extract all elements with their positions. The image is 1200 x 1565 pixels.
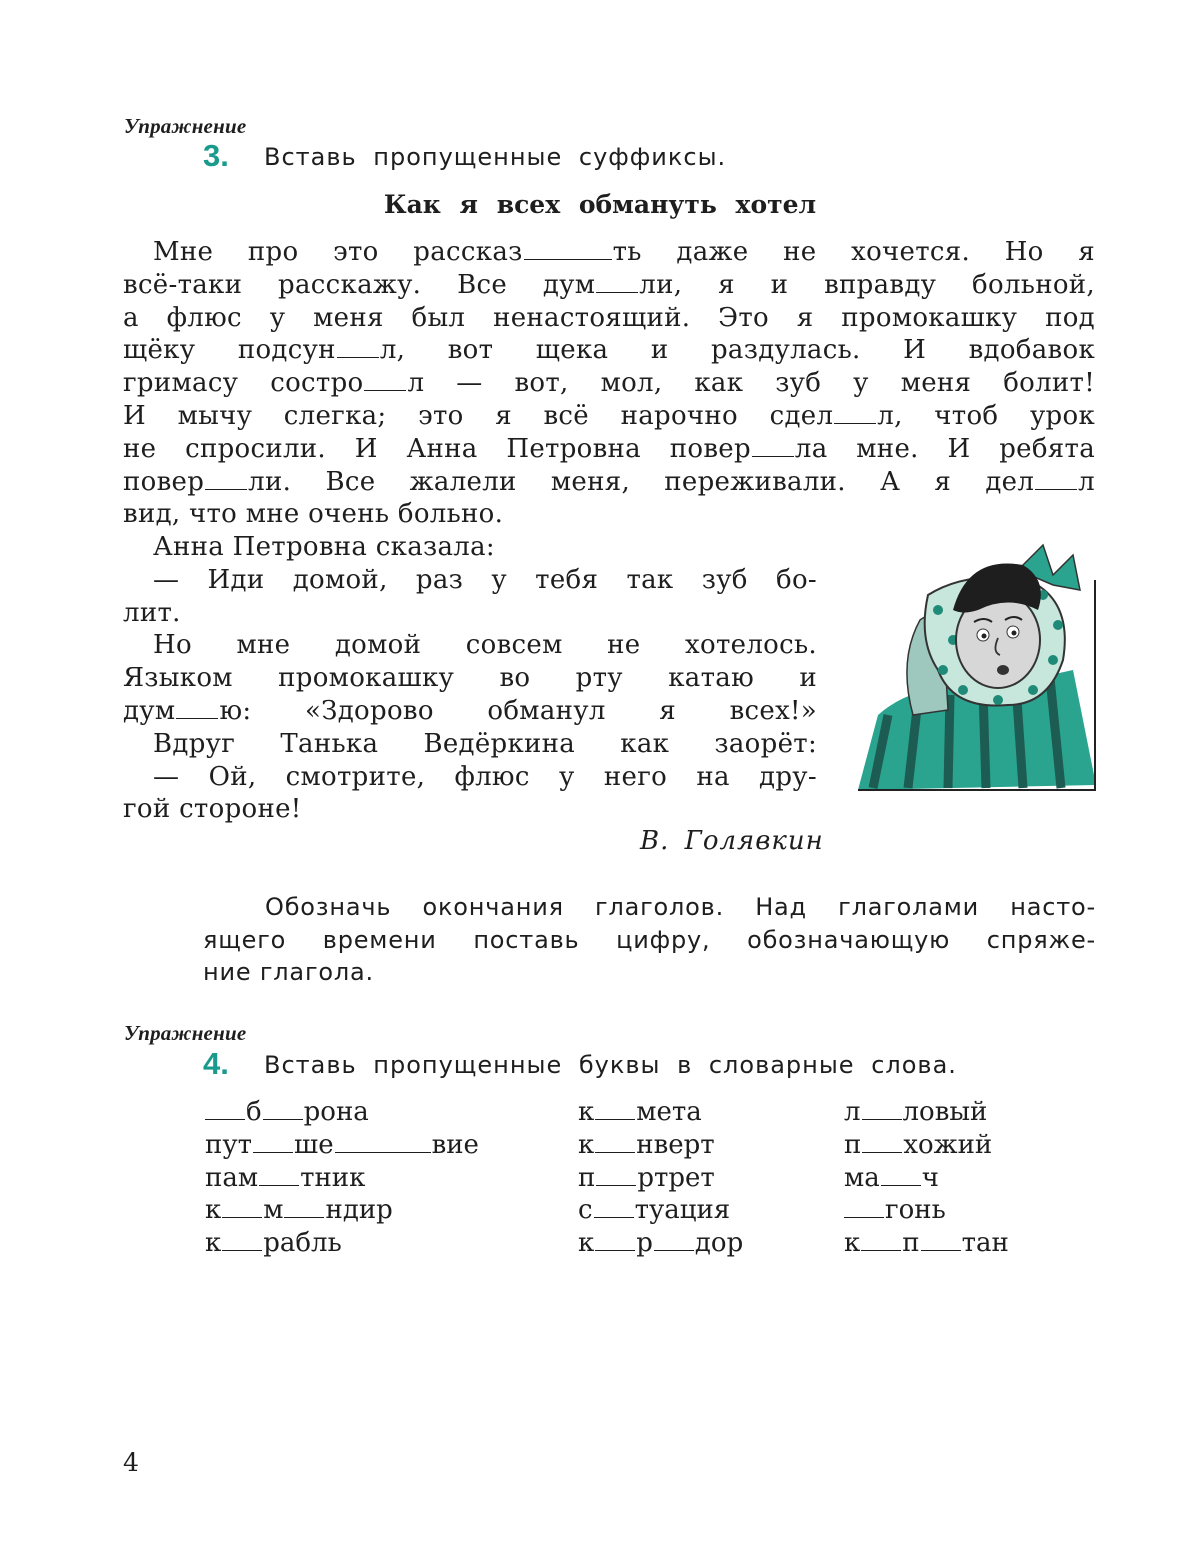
blank-letter[interactable] (861, 1249, 901, 1251)
story-line: И мычу слегка; это я всё нарочно сдел л, чтоб урок (123, 400, 1095, 431)
story-line: не спросили. И Анна Петровна повер ла мне. И ребята (123, 433, 1095, 464)
blank-letter[interactable] (921, 1249, 961, 1251)
blank-letter[interactable] (654, 1249, 694, 1251)
task-line: Обозначь окончания глаголов. Над глаголами насто- (265, 893, 1096, 921)
blank-letter[interactable] (205, 1118, 245, 1120)
blank-letter[interactable] (284, 1216, 324, 1218)
blank-letter[interactable] (844, 1216, 884, 1218)
blank-suffix[interactable] (834, 422, 876, 424)
story-line: дум ю: «Здорово обманул я всех!» (123, 695, 817, 726)
dictionary-word: пам тник (205, 1162, 366, 1193)
story-line: гримасу состро л — вот, мол, как зуб у меня болит! (123, 368, 1095, 399)
story-line: Анна Петровна сказала: (153, 532, 495, 562)
story-line: всё-таки расскажу. Все дум ли, я и вправду больной, (123, 269, 1096, 300)
blank-letter[interactable] (222, 1249, 262, 1251)
exercise-4-number: 4. (203, 1046, 229, 1081)
blank-suffix[interactable] (364, 389, 406, 391)
story-line: Но мне домой совсем не хотелось. (153, 630, 817, 661)
story-line: — Ой, смотрите, флюс у него на дру- (153, 761, 817, 792)
blank-letter[interactable] (595, 1151, 635, 1153)
blank-suffix[interactable] (752, 455, 794, 457)
blank-letter[interactable] (862, 1151, 902, 1153)
blank-suffix[interactable] (524, 258, 612, 260)
story-line: повер ли. Все жалели меня, переживали. А я дел л (123, 466, 1095, 497)
story-title: Как я всех обмануть хотел (383, 190, 817, 219)
story-dialog (123, 531, 817, 826)
exercise-4-instruction: Вставь пропущенные буквы в словарные слова. (264, 1051, 957, 1079)
blank-letter[interactable] (594, 1216, 634, 1218)
dictionary-word: к нверт (578, 1129, 715, 1160)
exercise-3-label: Упражнение (124, 114, 247, 138)
word-column-1 (205, 1096, 479, 1260)
blank-letter[interactable] (253, 1151, 293, 1153)
dictionary-word: пут ше вие (205, 1129, 479, 1160)
blank-suffix[interactable] (176, 717, 218, 719)
blank-letter[interactable] (595, 1249, 635, 1251)
blank-suffix[interactable] (596, 291, 638, 293)
dictionary-word: к м ндир (205, 1195, 393, 1226)
story-line: щёку подсун л, вот щека и раздулась. И вдобавок (123, 335, 1095, 366)
blank-suffix[interactable] (205, 488, 247, 490)
dictionary-word: гонь (844, 1194, 1009, 1227)
blank-suffix[interactable] (1035, 488, 1077, 490)
blank-letter[interactable] (596, 1184, 636, 1186)
blank-letter[interactable] (263, 1118, 303, 1120)
blank-letter[interactable] (862, 1118, 902, 1120)
exercise-4-label: Упражнение (124, 1021, 247, 1045)
task-line: ние глагола. (203, 958, 374, 986)
dictionary-word: п хожий (844, 1129, 993, 1160)
dictionary-word: б рона (205, 1096, 479, 1129)
exercise-3-number: 3. (203, 138, 229, 173)
dictionary-word: к рабль (205, 1228, 342, 1259)
story-author: В. Голявкин (640, 826, 824, 856)
story-line: а флюс у меня был ненастоящий. Это я промокашку под (123, 302, 1095, 333)
dictionary-word: с туация (578, 1195, 731, 1226)
exercise-3-instruction: Вставь пропущенные суффиксы. (264, 143, 727, 171)
dictionary-word: л ловый (844, 1097, 988, 1127)
task-line: ящего времени поставь цифру, обозначающую спряже- (203, 925, 1096, 954)
blank-letter[interactable] (335, 1151, 431, 1153)
dictionary-word: к мета (578, 1097, 702, 1127)
blank-letter[interactable] (881, 1184, 921, 1186)
blank-letter[interactable] (259, 1184, 299, 1186)
story-line: гой стороне! (123, 794, 302, 825)
boy-with-toothache-illustration (858, 540, 1098, 792)
story-line: лит. (123, 597, 181, 628)
blank-letter[interactable] (595, 1118, 635, 1120)
word-column-2 (578, 1096, 743, 1260)
dictionary-word: п ртрет (578, 1162, 715, 1193)
word-column-3 (844, 1096, 1009, 1260)
dictionary-word: ма ч (844, 1162, 939, 1193)
blank-suffix[interactable] (337, 356, 379, 358)
story-line: Языком промокашку во рту катаю и (123, 663, 817, 694)
story-line: Мне про это рассказ ть даже не хочется. Но я (153, 237, 1096, 267)
dictionary-word: к п тан (844, 1228, 1009, 1259)
story-text (123, 236, 1095, 531)
story-line: Вдруг Танька Ведёркина как заорёт: (153, 728, 817, 759)
story-line: вид, что мне очень больно. (123, 499, 504, 530)
page-number: 4 (123, 1448, 139, 1477)
blank-letter[interactable] (222, 1216, 262, 1218)
story-line: — Иди домой, раз у тебя так зуб бо- (153, 564, 817, 595)
task-paragraph (203, 891, 1096, 989)
dictionary-word: к р дор (578, 1228, 744, 1259)
